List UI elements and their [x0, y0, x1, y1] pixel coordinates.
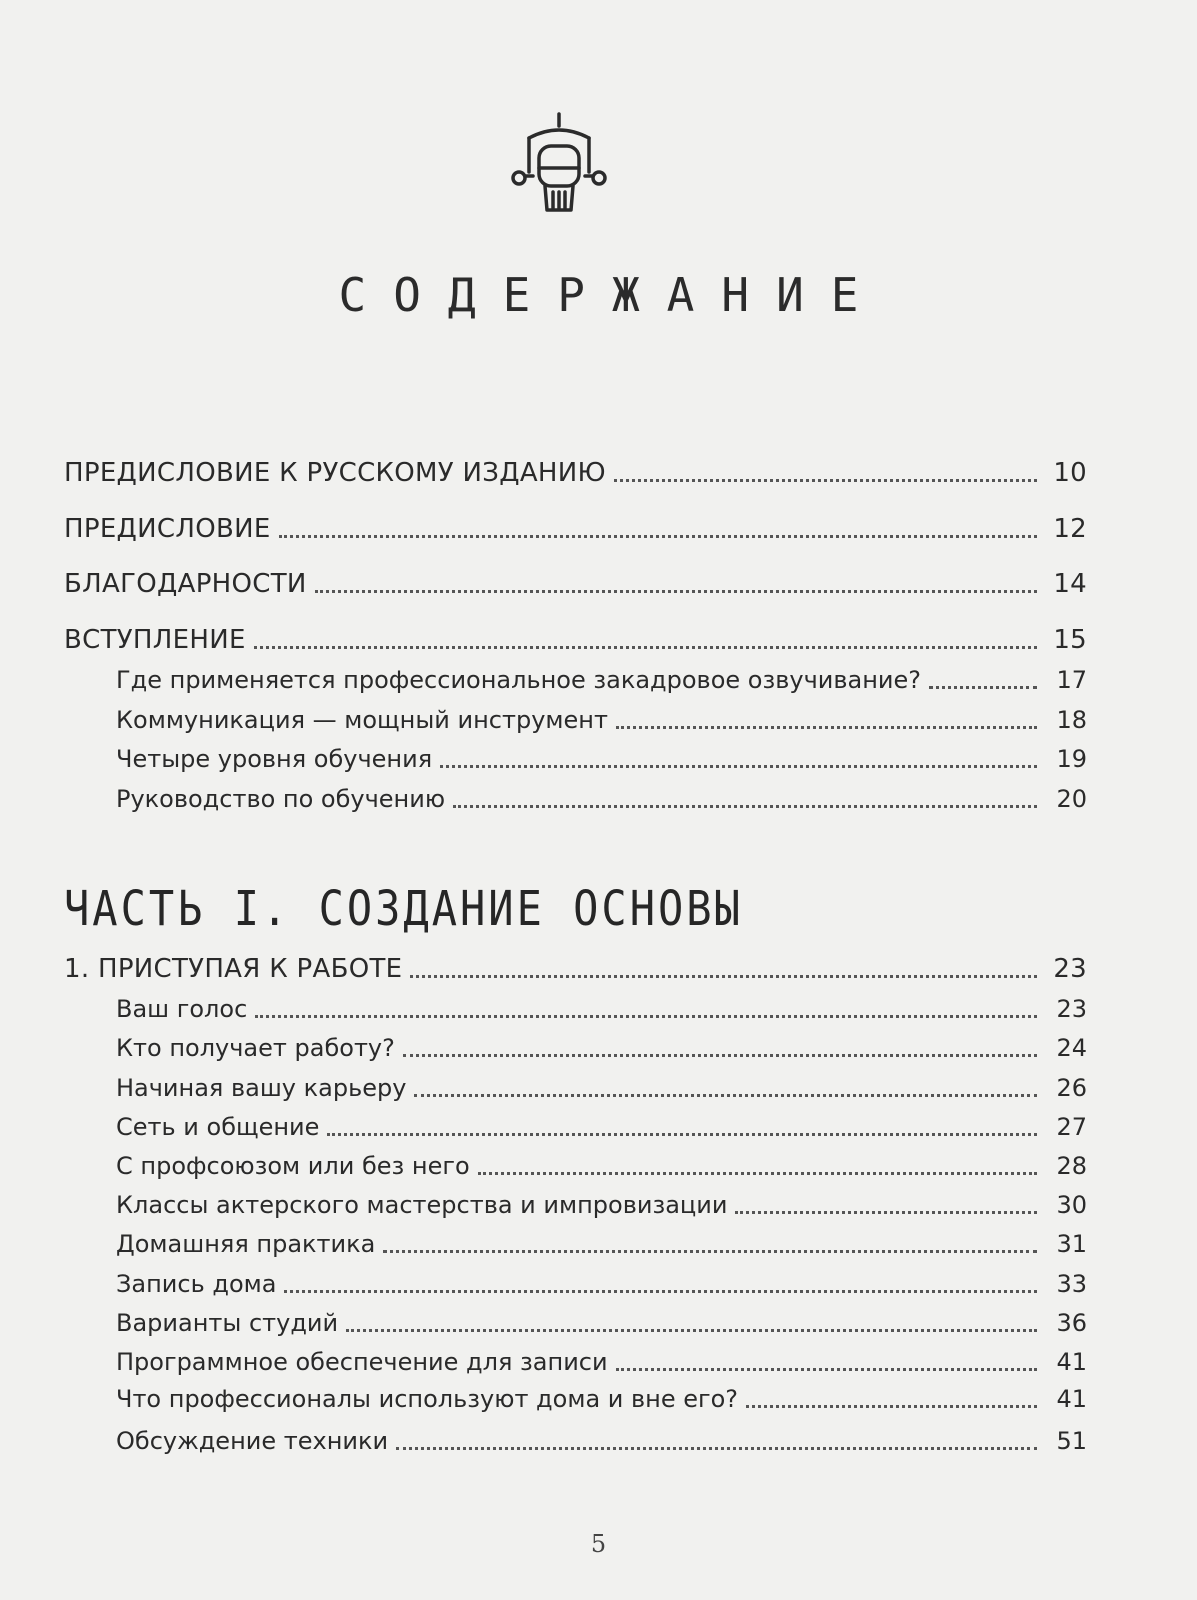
toc-entry-label: БЛАГОДАРНОСТИ: [64, 569, 307, 599]
toc-entry-label: С профсоюзом или без него: [116, 1152, 470, 1180]
leader-dots: [315, 590, 1037, 593]
leader-dots: [414, 1094, 1037, 1097]
toc-entry-label: Варианты студий: [116, 1309, 339, 1337]
toc-entry-page: 24: [1056, 1034, 1087, 1062]
leader-dots: [410, 975, 1037, 978]
leader-dots: [279, 535, 1037, 538]
toc-entry-label: Коммуникация — мощный инструмент: [116, 706, 608, 734]
microphone-icon: [511, 112, 607, 218]
toc-entry-page: 28: [1056, 1152, 1087, 1180]
toc-entry-page: 18: [1056, 706, 1087, 734]
leader-dots: [440, 765, 1037, 768]
leader-dots: [614, 479, 1037, 482]
toc-entry-page: 23: [1056, 995, 1087, 1023]
toc-subentry[interactable]: [116, 1104, 1087, 1142]
leader-dots: [616, 1368, 1037, 1371]
toc-entry-label: Кто получает работу?: [116, 1034, 395, 1062]
toc-entry-page: 31: [1056, 1230, 1087, 1258]
leader-dots: [746, 1405, 1037, 1408]
toc-subentry[interactable]: [116, 1182, 1087, 1220]
toc-entry-label: Сеть и общение: [116, 1113, 320, 1141]
toc-entry-page: 23: [1053, 954, 1087, 984]
toc-entry-page: 17: [1056, 666, 1087, 694]
toc-entry-label: Начиная вашу карьеру: [116, 1074, 407, 1102]
toc-subentry[interactable]: [116, 657, 1087, 695]
toc-entry-page: 36: [1056, 1309, 1087, 1337]
toc-entry-page: 15: [1053, 625, 1087, 655]
toc-entry-label: ПРЕДИСЛОВИЕ: [64, 514, 271, 544]
toc-subentry[interactable]: [116, 736, 1087, 774]
toc-subentry[interactable]: [116, 986, 1087, 1024]
toc-subentry[interactable]: [116, 1300, 1087, 1338]
toc-subentry[interactable]: [116, 1376, 1087, 1414]
toc-entry-page: 14: [1053, 569, 1087, 599]
leader-dots: [403, 1054, 1037, 1057]
toc-entry-label: 1. ПРИСТУПАЯ К РАБОТЕ: [64, 954, 403, 984]
toc-subentry[interactable]: [116, 1418, 1087, 1456]
toc-entry-page: 26: [1056, 1074, 1087, 1102]
toc-entry[interactable]: [64, 506, 1087, 544]
toc-subentry[interactable]: [116, 1025, 1087, 1063]
toc-entry-label: Запись дома: [116, 1270, 277, 1298]
toc-entry-label: Четыре уровня обучения: [116, 745, 433, 773]
toc-entry-label: Домашняя практика: [116, 1230, 376, 1258]
leader-dots: [929, 686, 1037, 689]
toc-entry[interactable]: [64, 450, 1087, 488]
page-number: 5: [590, 1530, 607, 1558]
toc-entry-label: Где применяется профессиональное закадровое озвучивание?: [116, 666, 921, 694]
toc-entry[interactable]: [64, 617, 1087, 655]
toc-entry-page: 41: [1056, 1348, 1087, 1376]
toc-entry-label: ПРЕДИСЛОВИЕ К РУССКОМУ ИЗДАНИЮ: [64, 458, 606, 488]
toc-entry[interactable]: [64, 561, 1087, 599]
leader-dots: [327, 1133, 1037, 1136]
toc-entry-page: 51: [1056, 1427, 1087, 1455]
toc-entry-label: Руководство по обучению: [116, 785, 446, 813]
toc-subentry[interactable]: [116, 1143, 1087, 1181]
toc-subentry[interactable]: [116, 1261, 1087, 1299]
toc-entry-page: 12: [1053, 514, 1087, 544]
toc-entry-page: 19: [1056, 745, 1087, 773]
leader-dots: [284, 1290, 1037, 1293]
toc-entry-page: 10: [1053, 458, 1087, 488]
toc-entry-label: Что профессионалы используют дома и вне его?: [116, 1385, 739, 1413]
toc-entry-label: Программное обеспечение для записи: [116, 1348, 608, 1376]
leader-dots: [254, 646, 1037, 649]
toc-subentry[interactable]: [116, 1065, 1087, 1103]
leader-dots: [396, 1447, 1037, 1450]
toc-entry-label: Ваш голос: [116, 995, 248, 1023]
toc-chapter[interactable]: [64, 946, 1087, 984]
leader-dots: [616, 726, 1037, 729]
part-heading: ЧАСТЬ I. СОЗДАНИЕ ОСНОВЫ: [64, 880, 743, 937]
toc-entry-page: 27: [1056, 1113, 1087, 1141]
leader-dots: [478, 1172, 1037, 1175]
leader-dots: [383, 1250, 1037, 1253]
toc-subentry[interactable]: [116, 1221, 1087, 1259]
toc-entry-page: 33: [1056, 1270, 1087, 1298]
toc-subentry[interactable]: [116, 1339, 1087, 1377]
toc-subentry[interactable]: [116, 776, 1087, 814]
page-title: СОДЕРЖАНИЕ: [338, 268, 886, 322]
toc-subentry[interactable]: [116, 697, 1087, 735]
toc-entry-page: 20: [1056, 785, 1087, 813]
leader-dots: [735, 1211, 1037, 1214]
leader-dots: [346, 1329, 1037, 1332]
leader-dots: [255, 1015, 1037, 1018]
toc-entry-label: Классы актерского мастерства и импровизации: [116, 1191, 728, 1219]
toc-entry-label: Обсуждение техники: [116, 1427, 389, 1455]
toc-entry-page: 30: [1056, 1191, 1087, 1219]
toc-entry-label: ВСТУПЛЕНИЕ: [64, 625, 246, 655]
toc-entry-page: 41: [1056, 1385, 1087, 1413]
leader-dots: [453, 805, 1037, 808]
